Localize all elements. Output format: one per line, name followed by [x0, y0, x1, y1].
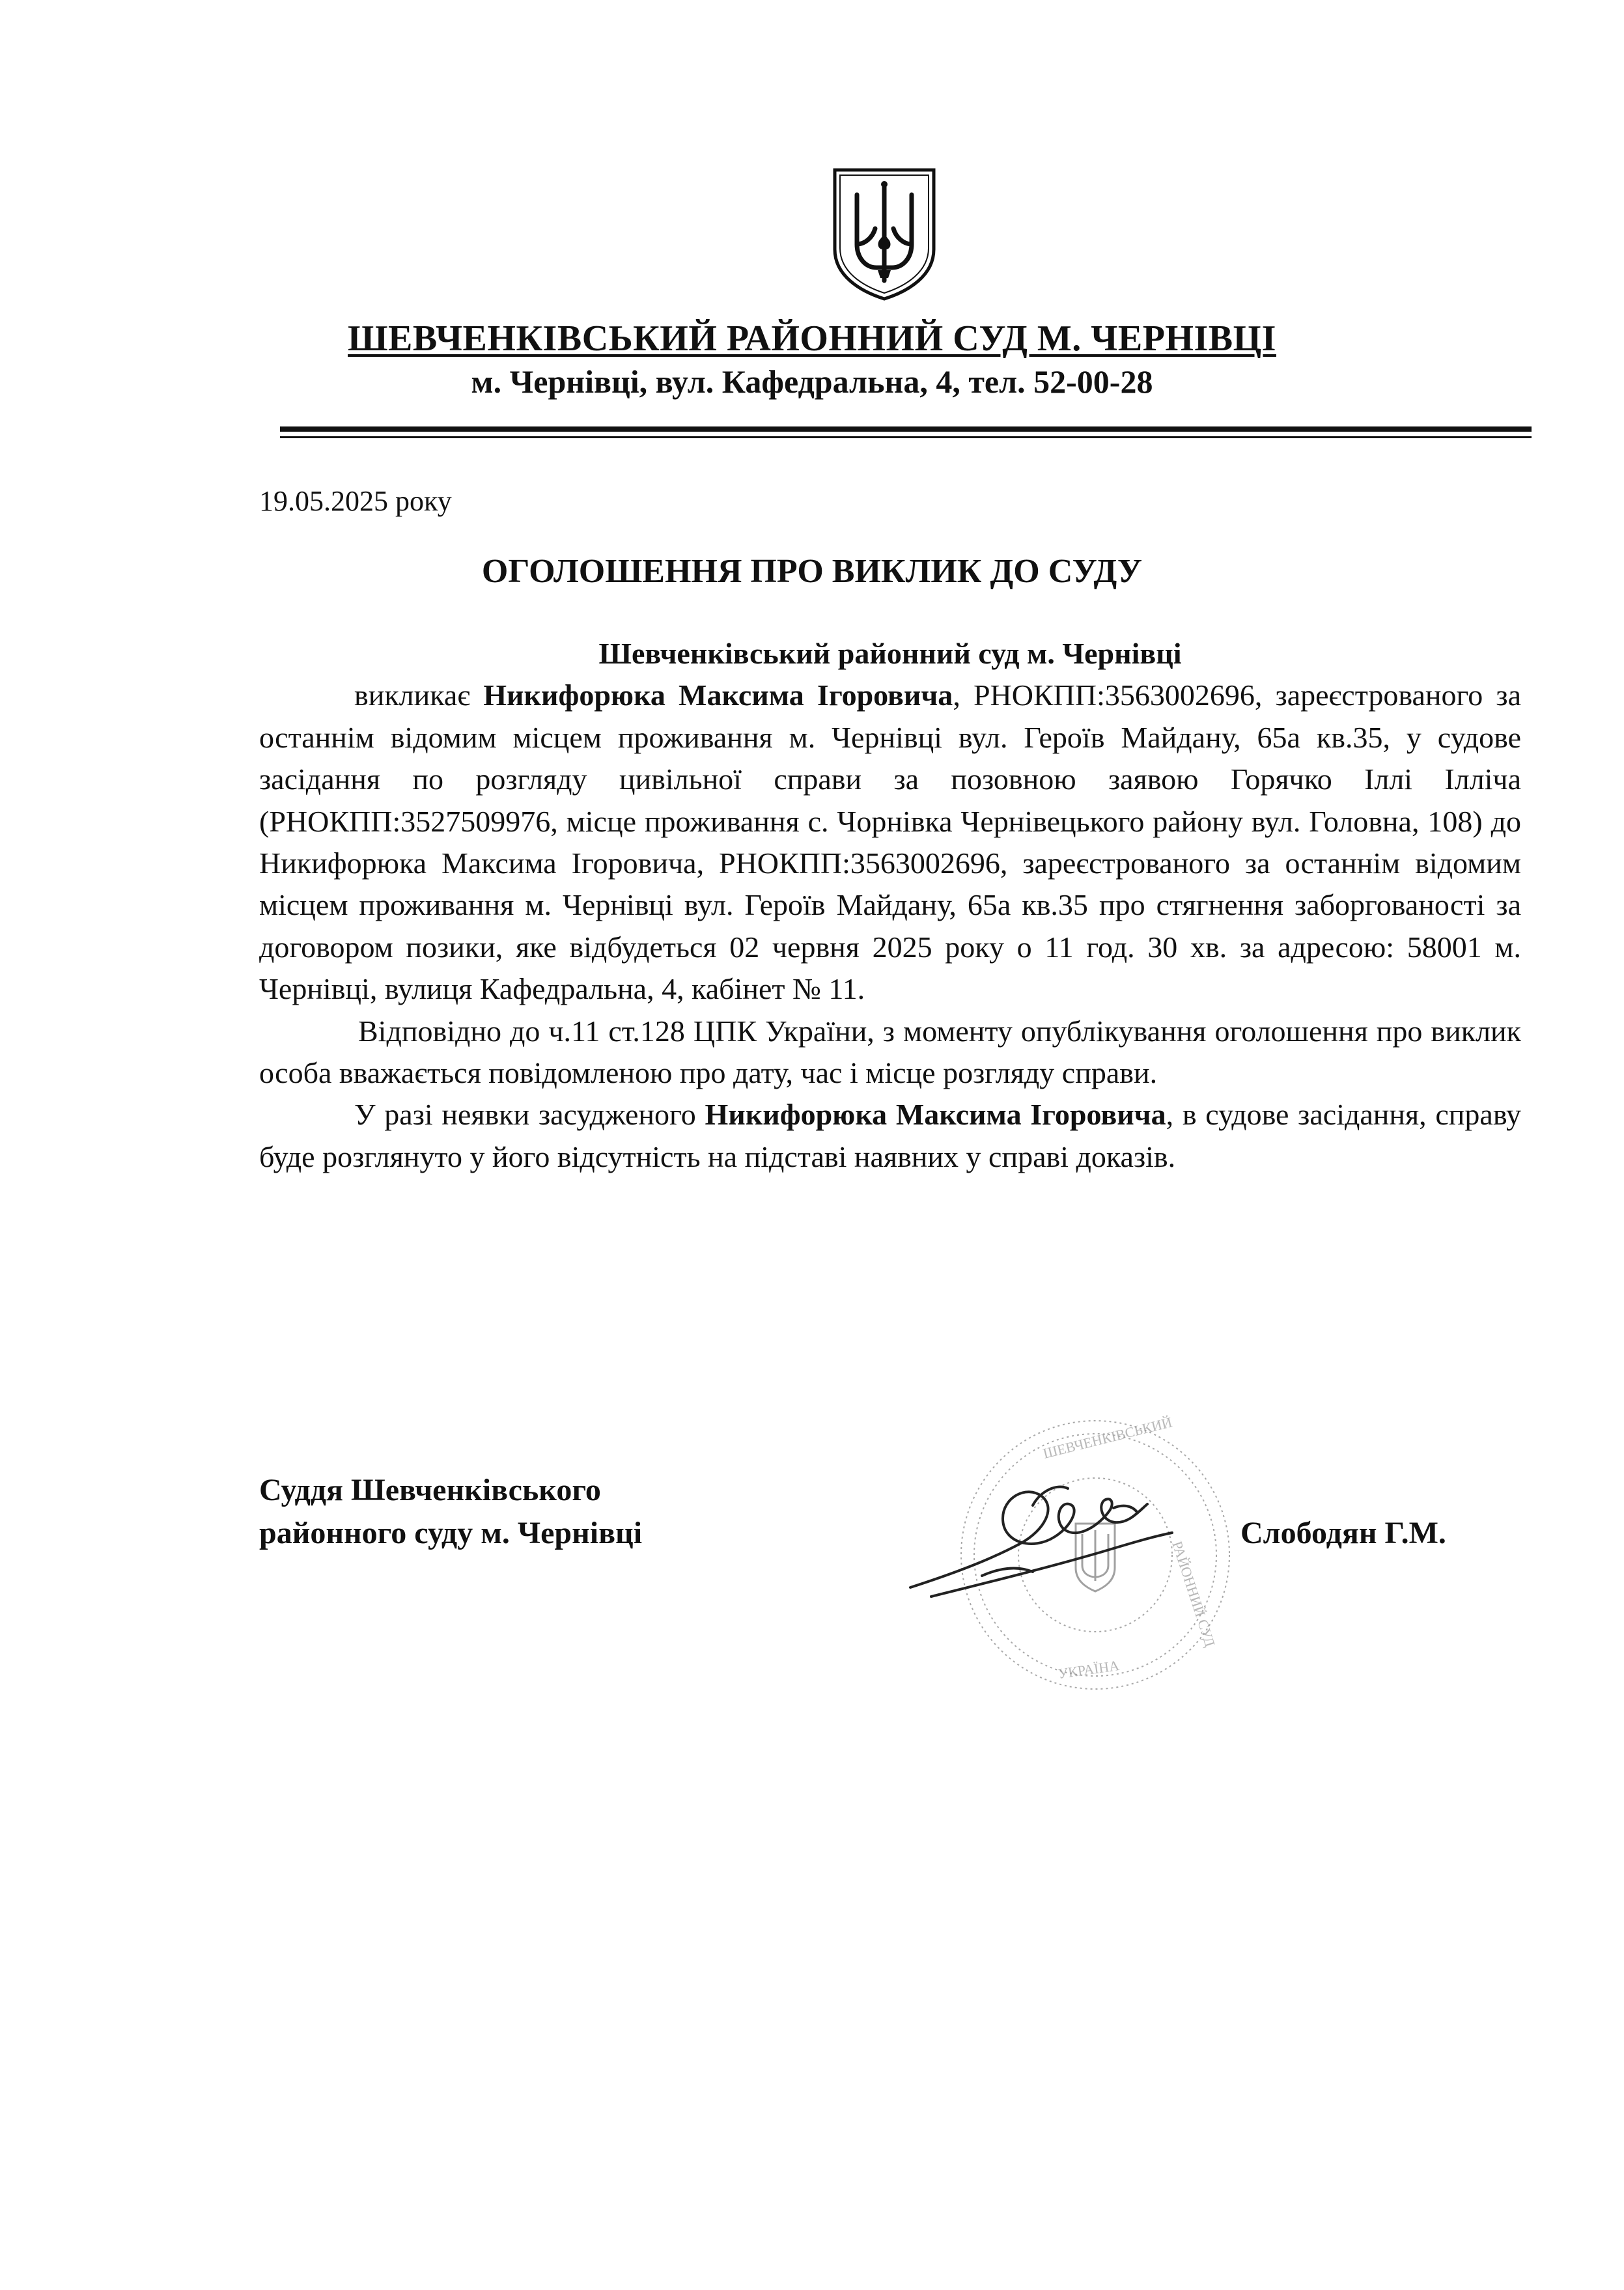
- court-seal-icon: [905, 1413, 1244, 1712]
- absence-paragraph: [259, 1094, 1521, 1178]
- judge-name: Слободян Г.М.: [1240, 1516, 1446, 1550]
- defendant-name: Никифорюка Максима Ігоровича: [483, 678, 953, 712]
- trident-emblem-icon: [826, 166, 943, 301]
- absence-text-rest: , в судове засідання, справу буде розглянуто у його відсутність на підставі наявних у справі доказів.: [259, 1098, 1521, 1173]
- signature-title-line1: Суддя Шевченківського: [259, 1473, 601, 1507]
- svg-text:РАЙОННИЙ СУД: РАЙОННИЙ СУД: [1169, 1539, 1219, 1649]
- summons-paragraph: [259, 675, 1521, 1010]
- court-line: Шевченківський районний суд м. Чернівці: [598, 637, 1182, 670]
- summons-text-rest: , РНОКПП:3563002696, зареєстрованого за останнім відомим місцем проживання м. Чернівці вул. Героїв Майдану, 65а кв.35, у судове засідання по розгляду цивільної справи за позовною заявою Горячко Іллі Ілліча (РНОКПП:3527509976, місце проживання с. Чорнівка Чернівецького району вул. Головна, 108) до Никифорюка Максима Ігоровича, РНОКПП:3563002696, зареєстрованого за останнім відомим місцем проживання м. Чернівці вул. Героїв Майдану, 65а кв.35 про стягнення заборгованості за договором позики, яке відбудеться 02 червня 2025 року о 11 год. 30 хв. за адресою: 58001 м. Чернівці, вулиця Кафедральна, 4, кабінет № 11.: [259, 678, 1521, 1006]
- document-date: 19.05.2025 року: [259, 485, 452, 517]
- document-title: ОГОЛОШЕННЯ ПРО ВИКЛИК ДО СУДУ: [481, 553, 1143, 590]
- handwritten-signature-icon: [910, 1487, 1172, 1597]
- svg-text:УКРАЇНА: УКРАЇНА: [1057, 1657, 1121, 1682]
- header-divider-thin: [280, 436, 1532, 438]
- document-body: [259, 633, 1521, 1178]
- signature-block: [259, 1469, 642, 1555]
- court-name: ШЕВЧЕНКІВСЬКИЙ РАЙОННИЙ СУД М. ЧЕРНІВЦІ: [348, 318, 1276, 359]
- absence-text-start: У разі неявки засудженого: [354, 1098, 705, 1132]
- header-divider-thick: [280, 426, 1532, 432]
- svg-text:ШЕВЧЕНКІВСЬКИЙ: ШЕВЧЕНКІВСЬКИЙ: [1041, 1414, 1174, 1462]
- court-address: м. Чернівці, вул. Кафедральна, 4, тел. 52-00-28: [471, 363, 1153, 400]
- signature-title-line2: районного суду м. Чернівці: [259, 1516, 643, 1550]
- defendant-name-2: Никифорюка Максима Ігоровича: [705, 1098, 1166, 1132]
- summons-text-start: викликає: [354, 678, 484, 712]
- legal-notice-paragraph: Відповідно до ч.11 ст.128 ЦПК України, з моменту опублікування оголошення про виклик особа вважається повідомленою про дату, час і місце розгляду справи.: [259, 1014, 1521, 1090]
